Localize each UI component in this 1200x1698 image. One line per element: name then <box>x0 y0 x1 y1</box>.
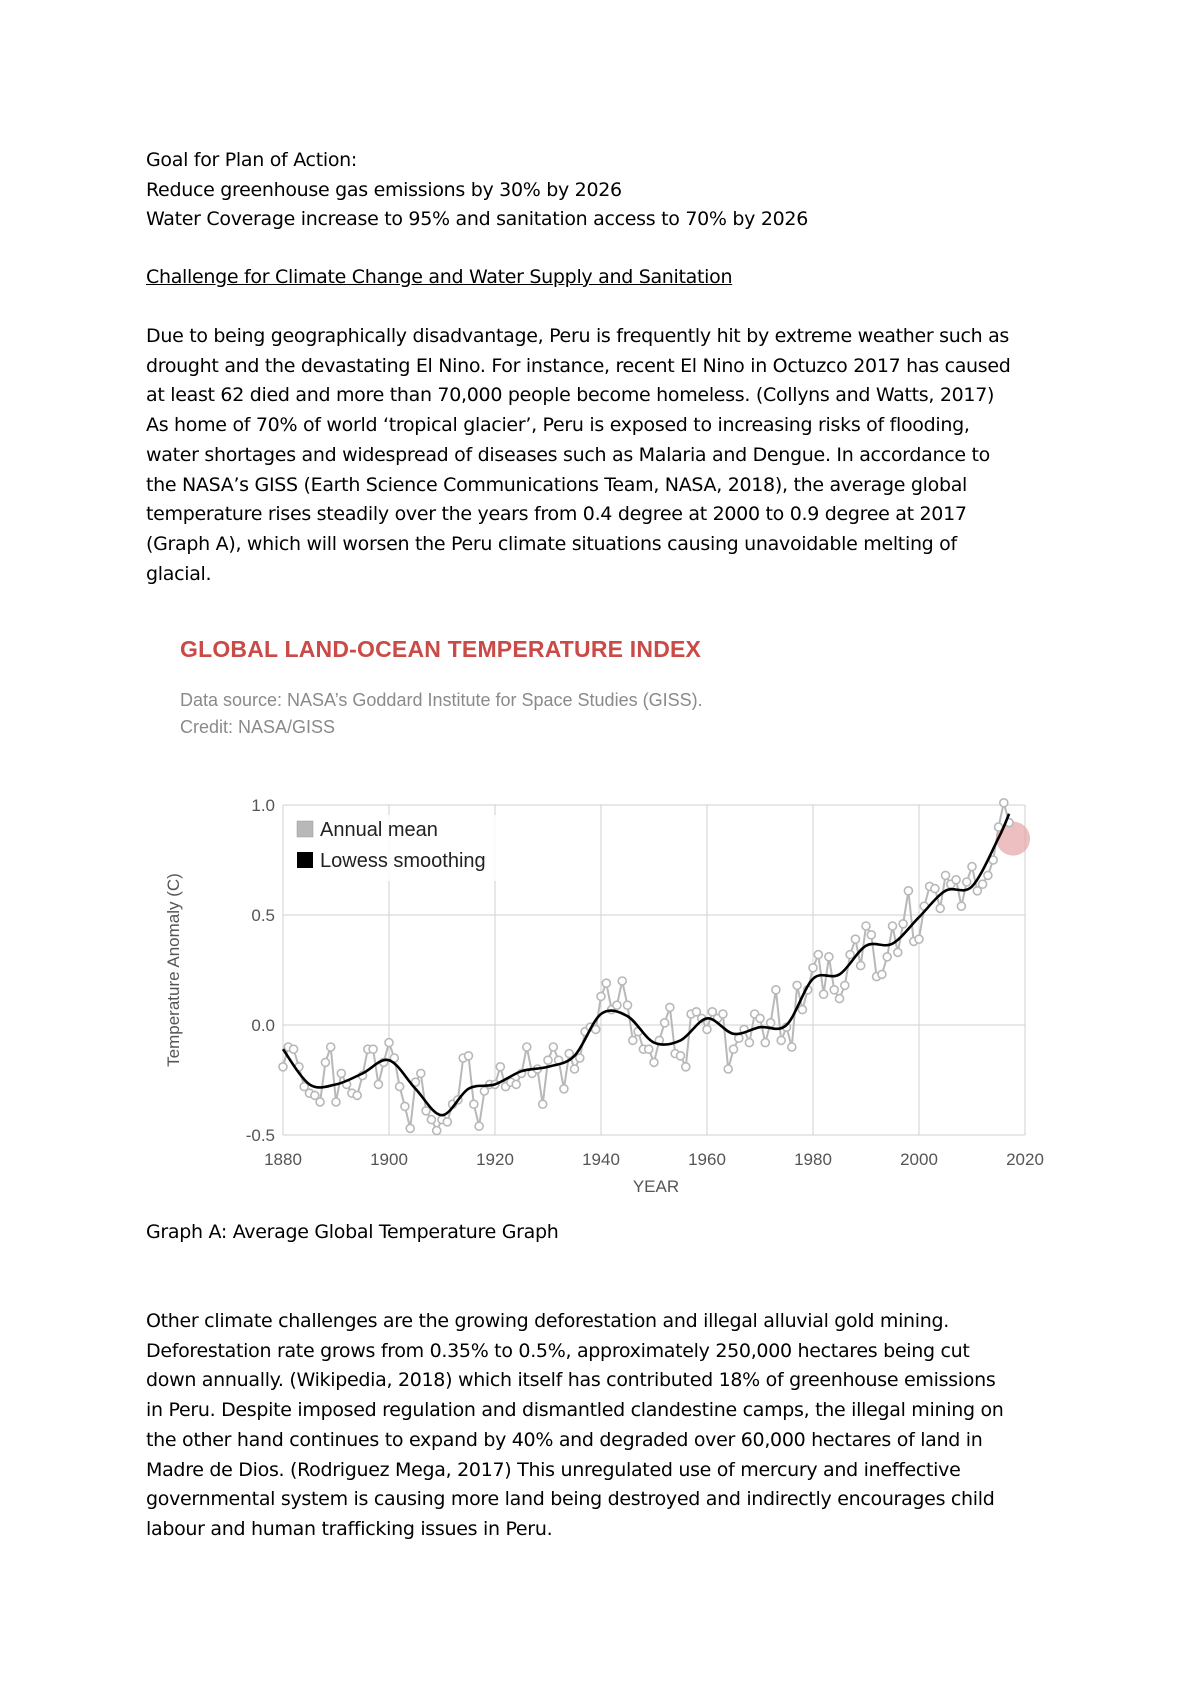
paragraph-2 <box>146 1307 1076 1545</box>
annual-mean-point <box>1000 799 1008 807</box>
annual-mean-point <box>772 986 780 994</box>
annual-mean-point <box>332 1098 340 1106</box>
annual-mean-point <box>571 1065 579 1073</box>
annual-mean-point <box>894 948 902 956</box>
annual-mean-point <box>830 986 838 994</box>
y-axis-label: Temperature Anomaly (C) <box>164 873 183 1067</box>
annual-mean-point <box>936 904 944 912</box>
x-tick-label: 1980 <box>794 1150 832 1169</box>
annual-mean-point <box>523 1043 531 1051</box>
x-tick-label: 1900 <box>370 1150 408 1169</box>
annual-mean-point <box>544 1056 552 1064</box>
legend-label-lowess: Lowess smoothing <box>320 850 486 872</box>
annual-mean-point <box>820 990 828 998</box>
y-tick-label: 1.0 <box>251 796 275 815</box>
x-tick-label: 1880 <box>264 1150 302 1169</box>
annual-mean-point <box>427 1116 435 1124</box>
annual-mean-point <box>777 1036 785 1044</box>
annual-mean-point <box>422 1107 430 1115</box>
chart-source-line: Data source: NASA’s Goddard Institute for Space Studies (GISS). <box>180 690 703 710</box>
annual-mean-point <box>846 951 854 959</box>
annual-mean-point <box>316 1098 324 1106</box>
y-tick-label: 0.0 <box>251 1016 275 1035</box>
annual-mean-point <box>597 992 605 1000</box>
annual-mean-point <box>682 1063 690 1071</box>
annual-mean-point <box>618 977 626 985</box>
annual-mean-point <box>624 1001 632 1009</box>
x-tick-label: 1920 <box>476 1150 514 1169</box>
x-tick-label: 1960 <box>688 1150 726 1169</box>
annual-mean-point <box>862 922 870 930</box>
paragraph-1-line: drought and the devastating El Nino. For instance, recent El Nino in Octuzco 2017 has caused <box>146 354 1011 377</box>
annual-mean-point <box>952 876 960 884</box>
annual-mean-point <box>836 995 844 1003</box>
annual-mean-point <box>337 1069 345 1077</box>
annual-mean-point <box>321 1058 329 1066</box>
paragraph-1-line: Due to being geographically disadvantage, Peru is frequently hit by extreme weather such as <box>146 325 1010 347</box>
annual-mean-point <box>374 1080 382 1088</box>
x-tick-label: 2020 <box>1006 1150 1044 1169</box>
paragraph-1-line: water shortages and widespread of diseases such as Malaria and Dengue. In accordance to <box>146 443 990 466</box>
annual-mean-point <box>788 1043 796 1051</box>
chart-credit-line: Credit: NASA/GISS <box>180 717 336 737</box>
x-axis-label: YEAR <box>632 1177 680 1196</box>
annual-mean-point <box>703 1025 711 1033</box>
annual-mean-point <box>406 1124 414 1132</box>
paragraph-2-line: down annually. (Wikipedia, 2018) which itself has contributed 18% of greenhouse emissions <box>146 1369 996 1392</box>
annual-mean-point <box>724 1065 732 1073</box>
annual-mean-point <box>841 981 849 989</box>
annual-mean-point <box>677 1052 685 1060</box>
annual-mean-point <box>761 1039 769 1047</box>
annual-mean-point <box>979 880 987 888</box>
goal-line-2: Water Coverage increase to 95% and sanitation access to 70% by 2026 <box>146 208 808 231</box>
paragraph-1-line: As home of 70% of world ‘tropical glacier’, Peru is exposed to increasing risks of flooding, <box>146 414 970 437</box>
annual-mean-point <box>353 1091 361 1099</box>
annual-mean-point <box>465 1052 473 1060</box>
annual-mean-point <box>984 871 992 879</box>
paragraph-1-line: glacial. <box>146 562 212 585</box>
paragraph-2-line: Madre de Dios. (Rodriguez Mega, 2017) This unregulated use of mercury and ineffective <box>146 1458 961 1481</box>
annual-mean-point <box>327 1043 335 1051</box>
annual-mean-point <box>401 1102 409 1110</box>
annual-mean-point <box>957 902 965 910</box>
paragraph-1-line: at least 62 died and more than 70,000 people become homeless. (Collyns and Watts, 2017) <box>146 384 995 407</box>
paragraph-2-line: in Peru. Despite imposed regulation and dismantled clandestine camps, the illegal mining on <box>146 1399 1004 1422</box>
y-tick-label: 0.5 <box>251 906 275 925</box>
annual-mean-point <box>576 1054 584 1062</box>
annual-mean-point <box>613 1001 621 1009</box>
annual-mean-point <box>279 1063 287 1071</box>
chart-title: GLOBAL LAND-OCEAN TEMPERATURE INDEX <box>180 636 702 662</box>
annual-mean-point <box>602 979 610 987</box>
paragraph-2-line: labour and human trafficking issues in Peru. <box>146 1517 553 1540</box>
annual-mean-point <box>496 1063 504 1071</box>
annual-mean-point <box>904 887 912 895</box>
annual-mean-point <box>889 922 897 930</box>
annual-mean-point <box>809 964 817 972</box>
challenge-heading: Challenge for Climate Change and Water Supply and Sanitation <box>146 266 733 288</box>
annual-mean-point <box>878 970 886 978</box>
annual-mean-point <box>385 1039 393 1047</box>
annual-mean-point <box>793 981 801 989</box>
annual-mean-point <box>650 1058 658 1066</box>
annual-mean-point <box>857 962 865 970</box>
annual-mean-point <box>825 953 833 961</box>
annual-mean-point <box>942 871 950 879</box>
paragraph-1-line: temperature rises steadily over the years from 0.4 degree at 2000 to 0.9 degree at 2017 <box>146 503 967 526</box>
annual-mean-point <box>666 1003 674 1011</box>
annual-mean-point <box>767 1019 775 1027</box>
paragraph-2-line: the other hand continues to expand by 40% and degraded over 60,000 hectares of land in <box>146 1428 983 1451</box>
x-tick-label: 2000 <box>900 1150 938 1169</box>
annual-mean-point <box>539 1100 547 1108</box>
annual-mean-point <box>475 1122 483 1130</box>
annual-mean-point <box>798 1006 806 1014</box>
paragraph-2-line: governmental system is causing more land being destroyed and indirectly encourages child <box>146 1488 995 1511</box>
annual-mean-point <box>645 1045 653 1053</box>
annual-mean-point <box>851 935 859 943</box>
annual-mean-point <box>730 1045 738 1053</box>
annual-mean-point <box>470 1100 478 1108</box>
paragraph-2-line: Deforestation rate grows from 0.35% to 0.5%, approximately 250,000 hectares being cut <box>146 1339 970 1362</box>
annual-mean-point <box>369 1045 377 1053</box>
annual-mean-point <box>968 863 976 871</box>
annual-mean-point <box>867 931 875 939</box>
legend-swatch-lowess <box>297 852 313 868</box>
annual-mean-point <box>549 1043 557 1051</box>
annual-mean-point <box>931 885 939 893</box>
annual-mean-point <box>417 1069 425 1077</box>
annual-mean-point <box>719 1010 727 1018</box>
annual-mean-point <box>963 878 971 886</box>
paragraph-1-line: the NASA’s GISS (Earth Science Communications Team, NASA, 2018), the average global <box>146 473 968 496</box>
annual-mean-point <box>661 1019 669 1027</box>
x-tick-label: 1940 <box>582 1150 620 1169</box>
annual-mean-point <box>512 1080 520 1088</box>
annual-mean-point <box>433 1127 441 1135</box>
paragraph-1-line: (Graph A), which will worsen the Peru climate situations causing unavoidable melting of <box>146 532 957 555</box>
y-tick-label: -0.5 <box>245 1126 275 1145</box>
paragraph-2-line: Other climate challenges are the growing deforestation and illegal alluvial gold mining. <box>146 1310 950 1332</box>
annual-mean-point <box>629 1036 637 1044</box>
goal-line-1: Reduce greenhouse gas emissions by 30% by 2026 <box>146 178 622 201</box>
annual-mean-point <box>396 1083 404 1091</box>
legend-swatch-annual <box>297 821 313 837</box>
annual-mean-point <box>899 920 907 928</box>
goal-title: Goal for Plan of Action: <box>146 149 357 171</box>
annual-mean-point <box>735 1034 743 1042</box>
legend-label-annual: Annual mean <box>320 819 438 841</box>
annual-mean-point <box>290 1045 298 1053</box>
annual-mean-point <box>756 1014 764 1022</box>
annual-mean-point <box>883 953 891 961</box>
annual-mean-point <box>915 935 923 943</box>
annual-mean-point <box>443 1118 451 1126</box>
annual-mean-point <box>560 1085 568 1093</box>
graph-caption: Graph A: Average Global Temperature Graph <box>146 1221 559 1243</box>
annual-mean-point <box>814 951 822 959</box>
annual-mean-point <box>745 1039 753 1047</box>
